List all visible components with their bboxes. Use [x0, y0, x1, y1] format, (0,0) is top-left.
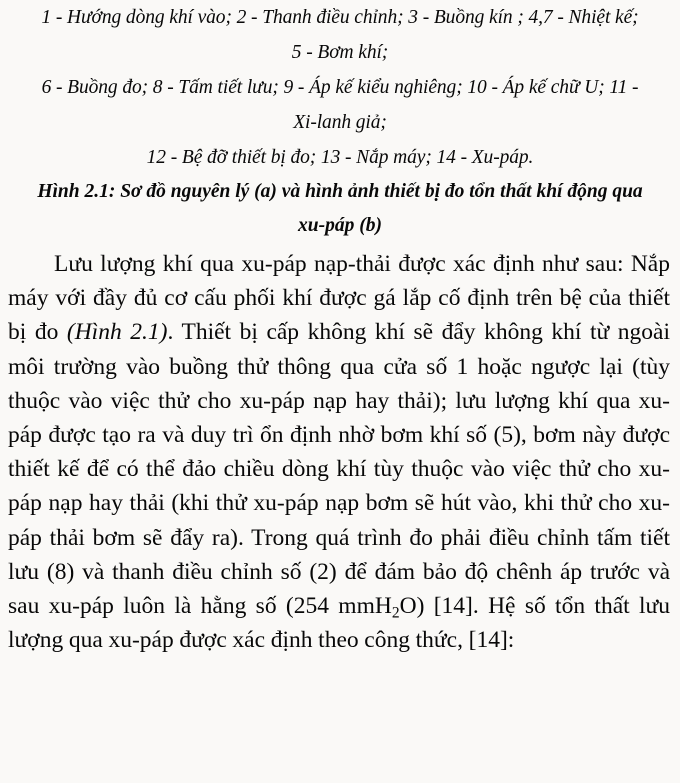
legend-line-3: 6 - Buồng đo; 8 - Tấm tiết lưu; 9 - Áp kế kiểu nghiêng; 10 - Áp kế chữ U; 11 - [41, 77, 639, 98]
legend-line-5: 12 - Bệ đỡ thiết bị đo; 13 - Nắp máy; 14 - Xu-páp. [146, 147, 534, 168]
body-paragraph [0, 243, 680, 657]
body-text-part-1: Lưu lượng khí qua xu-páp nạp-thải được xác định như sau: Nắp máy với đầy đủ cơ cấu phối khí được gá lắp cố định trên bệ của thiết bị đo [8, 251, 670, 346]
body-text-part-2: . Thiết bị cấp không khí sẽ đẩy không khí từ ngoài môi trường vào buồng thử thông qua cửa số 1 hoặc ngược lại (tùy thuộc vào việc thử cho xu-páp nạp hay thải); lưu lượng khí qua xu-páp được tạo ra và duy trì ổn định nhờ bơm khí số (5), bơm này được thiết kế để có thể đảo chiều dòng khí tùy thuộc vào việc thử cho xu-páp nạp hay thải (khi thử xu-páp nạp bơm sẽ hút vào, khi thử cho xu-páp thải bơm sẽ đẩy ra). Trong quá trình đo phải điều chỉnh tấm tiết lưu (8) và thanh điều chỉnh số (2) để đám bảo độ chênh áp trước và sau xu-páp luôn là hằng số (254 mmH [8, 319, 670, 620]
figure-legend-block [0, 0, 680, 175]
body-text-part-3: O) [14]. Hệ số tổn thất lưu lượng qua xu-páp được xác định theo công thức, [14]: [8, 593, 670, 654]
legend-line-4: Xi-lanh giả; [293, 112, 387, 133]
figure-reference-inline: (Hình 2.1) [66, 319, 168, 346]
subscript-two: 2 [391, 604, 400, 622]
figure-caption-line-2: xu-páp (b) [298, 215, 382, 236]
figure-caption [0, 175, 680, 243]
legend-line-1: 1 - Hướng dòng khí vào; 2 - Thanh điều chỉnh; 3 - Buồng kín ; 4,7 - Nhiệt kế; [41, 7, 639, 28]
figure-caption-line-1: Hình 2.1: Sơ đồ nguyên lý (a) và hình ảnh thiết bị đo tổn thất khí động qua [37, 181, 643, 202]
legend-line-2: 5 - Bơm khí; [291, 42, 389, 63]
